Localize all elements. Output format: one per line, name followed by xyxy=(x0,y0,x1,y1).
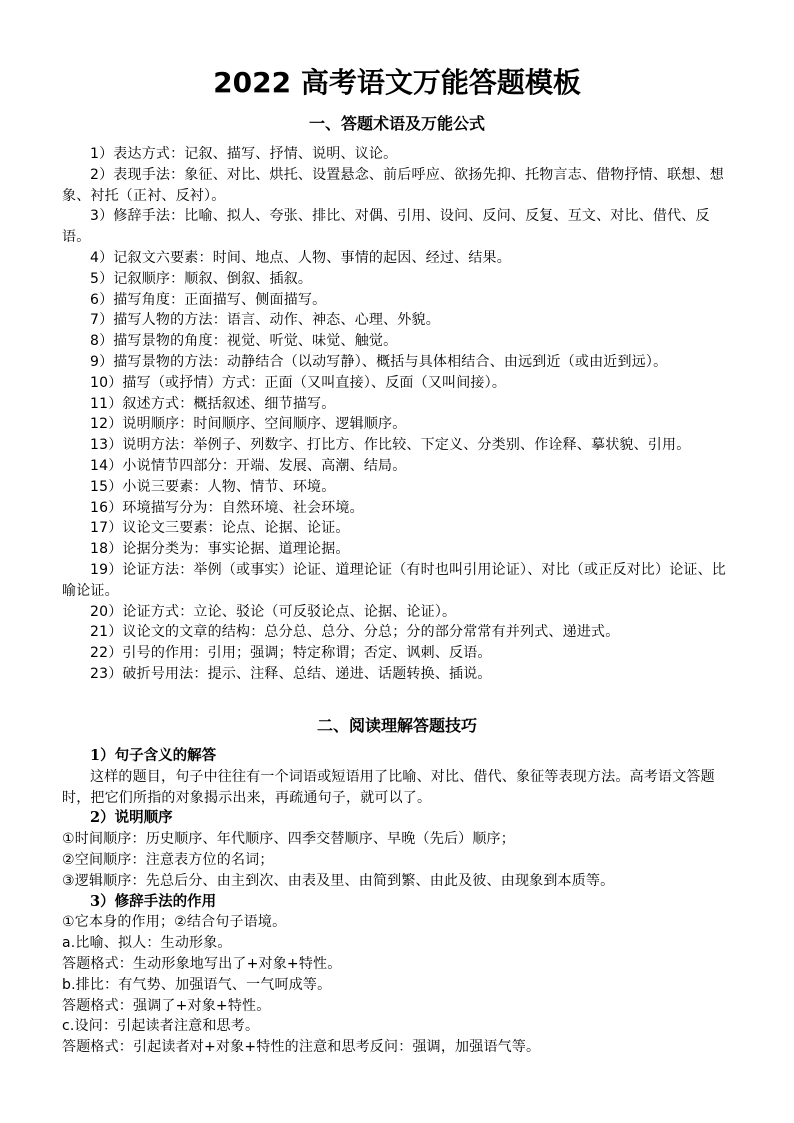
list-item: 11）叙述方式：概括叙述、细节描写。 xyxy=(90,395,336,412)
section-1-heading: 一、答题术语及万能公式 xyxy=(308,114,485,133)
text-line: 答题格式：引起读者对+对象+特性的注意和思考反问：强调，加强语气等。 xyxy=(62,1039,541,1056)
list-item: 5）记叙顺序：顺叙、倒叙、插叙。 xyxy=(90,270,313,287)
list-item: 8）描写景物的角度：视觉、听觉、味觉、触觉。 xyxy=(90,333,398,350)
text-line: a.比喻、拟人：生动形象。 xyxy=(62,935,232,952)
list-item: 13）说明方法：举例子、列数字、打比方、作比较、下定义、分类别、作诠释、摹状貌、引用。 xyxy=(90,437,691,454)
text-line: b.排比：有气势、加强语气、一气呵成等。 xyxy=(62,976,332,993)
list-item: 20）论证方式：立论、驳论（可反驳论点、论据、论证）。 xyxy=(90,603,457,620)
list-item: 22）引号的作用：引用；强调；特定称谓；否定、讽刺、反语。 xyxy=(90,645,492,662)
list-item: 23）破折号用法：提示、注释、总结、递进、话题转换、插说。 xyxy=(90,665,492,682)
list-item: 3）修辞手法：比喻、拟人、夸张、排比、对偶、引用、设问、反问、反复、互文、对比、借代、反语。 xyxy=(62,208,710,246)
text-line: 答题格式：生动形象地写出了+对象+特性。 xyxy=(62,955,342,972)
text-line: 答题格式：强调了+对象+特性。 xyxy=(62,997,271,1014)
list-item: 17）议论文三要素：论点、论据、论证。 xyxy=(90,520,350,537)
section-1-list xyxy=(62,144,738,685)
text-line: ③逻辑顺序：先总后分、由主到次、由表及里、由简到繁、由此及彼、由现象到本质等。 xyxy=(62,872,615,889)
list-item: 10）描写（或抒情）方式：正面（又叫直接）、反面（又叫间接）。 xyxy=(90,374,507,391)
list-item: 14）小说情节四部分：开端、发展、高潮、结局。 xyxy=(90,457,407,474)
list-item: 6）描写角度：正面描写、侧面描写。 xyxy=(90,291,327,308)
list-item: 7）描写人物的方法：语言、动作、神态、心理、外貌。 xyxy=(90,312,440,329)
list-item: 21）议论文的文章的结构：总分总、总分、分总；分的部分常常有并列式、递进式。 xyxy=(90,624,620,641)
text-line: ①它本身的作用；②结合句子语境。 xyxy=(62,914,287,931)
text-line: c.设问：引起读者注意和思考。 xyxy=(62,1018,260,1035)
subsection-heading: 3）修辞手法的作用 xyxy=(90,892,217,910)
text-line: ①时间顺序：历史顺序、年代顺序、四季交替顺序、早晚（先后）顺序； xyxy=(62,831,515,848)
list-item: 16）环境描写分为：自然环境、社会环境。 xyxy=(90,499,364,516)
section-2-heading: 二、阅读理解答题技巧 xyxy=(316,716,477,735)
subsection-heading: 2）说明顺序 xyxy=(90,809,173,827)
list-item: 12）说明顺序：时间顺序、空间顺序、逻辑顺序。 xyxy=(90,416,407,433)
list-item: 15）小说三要素：人物、情节、环境。 xyxy=(90,478,336,495)
subsection-heading: 1）句子含义的解答 xyxy=(90,747,217,764)
list-item: 2）表现手法：象征、对比、烘托、设置悬念、前后呼应、欲扬先抑、托物言志、借物抒情、联想、想象、衬托（正衬、反衬）。 xyxy=(62,166,724,204)
list-item: 1）表达方式：记叙、描写、抒情、说明、议论。 xyxy=(90,146,398,162)
list-item: 9）描写景物的方法：动静结合（以动写静）、概括与具体相结合、由远到近（或由近到远）。 xyxy=(90,353,668,370)
text-line: ②空间顺序：注意表方位的名词； xyxy=(62,851,274,868)
section-2-body xyxy=(62,746,738,1058)
list-item: 19）论证方法：举例（或事实）论证、道理论证（有时也叫引用论证）、对比（或正反对比）论证、比喻论证。 xyxy=(62,561,727,599)
document-title: 2022 高考语文万能答题模板 xyxy=(213,66,581,99)
paragraph: 这样的题目，句子中往往有一个词语或短语用了比喻、对比、借代、象征等表现方法。高考语文答题时，把它们所指的对象揭示出来，再疏通句子，就可以了。 xyxy=(62,768,715,806)
list-item: 18）论据分类为：事实论据、道理论据。 xyxy=(90,541,350,558)
list-item: 4）记叙文六要素：时间、地点、人物、事情的起因、经过、结果。 xyxy=(90,249,511,266)
